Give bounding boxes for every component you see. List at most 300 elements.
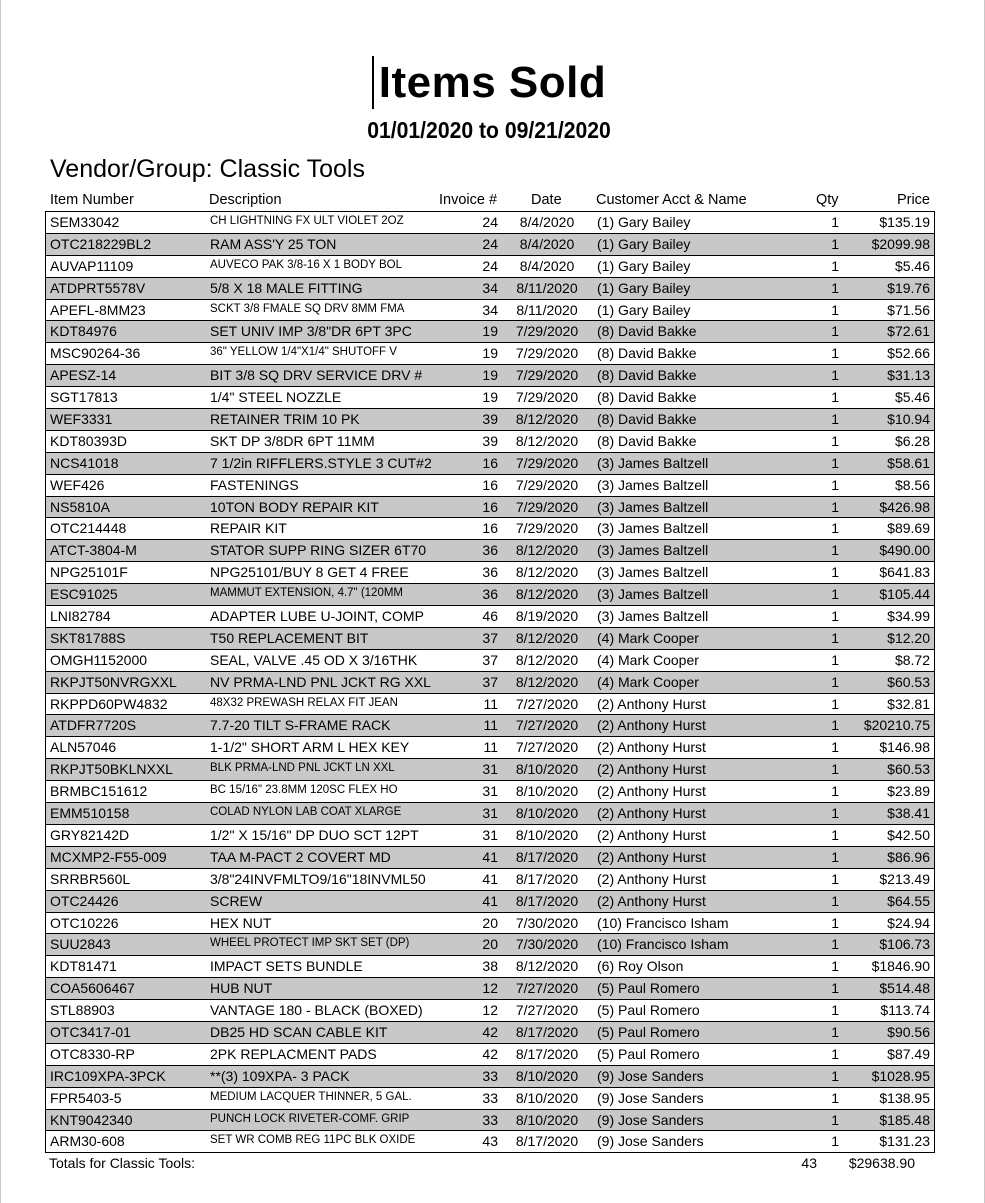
cell-description: 1-1/2" SHORT ARM L HEX KEY: [210, 739, 410, 756]
cell-invoice: 36: [482, 586, 498, 603]
table-row: [46, 847, 934, 869]
cell-description: 3/8"24INVFMLTO9/16"18INVML50: [210, 870, 426, 887]
cell-qty: 1: [831, 323, 839, 340]
cell-date: 8/10/2020: [515, 1111, 579, 1128]
cell-date: 8/12/2020: [515, 651, 579, 668]
cell-date: 8/12/2020: [515, 432, 579, 449]
cell-invoice: 36: [482, 542, 498, 559]
cell-qty: 1: [831, 345, 839, 362]
cell-price: $87.49: [887, 1045, 930, 1062]
header-date: Date: [531, 192, 562, 208]
cell-description: NPG25101/BUY 8 GET 4 FREE: [210, 564, 409, 581]
cell-description: CH LIGHTNING FX ULT VIOLET 2OZ: [210, 215, 404, 227]
cell-invoice: 11: [483, 739, 498, 756]
cell-customer: (2) Anthony Hurst: [597, 805, 706, 822]
table-row: [46, 715, 934, 737]
table-row: [46, 628, 934, 650]
cell-invoice: 41: [482, 892, 498, 909]
cell-item-number: ATCT-3804-M: [50, 542, 137, 559]
cell-price: $10.94: [887, 411, 930, 428]
cell-item-number: AUVAP11109: [50, 257, 134, 274]
cell-qty: 1: [831, 936, 839, 953]
cell-customer: (2) Anthony Hurst: [597, 761, 706, 778]
cell-item-number: FPR5403-5: [50, 1089, 122, 1106]
header-description: Description: [209, 192, 282, 208]
cell-invoice: 33: [482, 1111, 498, 1128]
cell-qty: 1: [831, 367, 839, 384]
cell-price: $514.48: [879, 980, 930, 997]
cell-item-number: OTC10226: [50, 914, 119, 931]
cell-qty: 1: [831, 1111, 839, 1128]
cell-date: 8/4/2020: [519, 235, 575, 252]
cell-item-number: ATDPRT5578V: [50, 279, 146, 296]
cell-invoice: 42: [482, 1023, 498, 1040]
table-row: [46, 956, 934, 978]
cell-price: $58.61: [887, 454, 930, 471]
cell-description: T50 REPLACEMENT BIT: [210, 629, 369, 646]
cell-invoice: 33: [482, 1067, 498, 1084]
cell-description: SEAL, VALVE .45 OD X 3/16THK: [210, 651, 418, 668]
cell-customer: (3) James Baltzell: [597, 564, 709, 581]
cell-qty: 1: [831, 476, 839, 493]
cell-price: $72.61: [887, 323, 930, 340]
cell-price: $60.53: [887, 673, 930, 690]
cell-date: 8/17/2020: [515, 848, 579, 865]
cell-qty: 1: [831, 1002, 839, 1019]
cell-invoice: 37: [482, 629, 498, 646]
cell-invoice: 19: [482, 345, 498, 362]
page-edge-left: [0, 0, 1, 1203]
cell-date: 8/4/2020: [519, 214, 575, 230]
cell-description: NV PRMA-LND PNL JCKT RG XXL: [210, 673, 431, 690]
cell-price: $426.98: [879, 498, 930, 515]
cell-customer: (4) Mark Cooper: [597, 629, 699, 646]
cell-qty: 1: [831, 1133, 839, 1150]
cell-price: $31.13: [887, 367, 930, 384]
cell-invoice: 24: [482, 214, 498, 230]
cell-invoice: 12: [482, 980, 498, 997]
cell-date: 7/29/2020: [515, 367, 579, 384]
cell-invoice: 37: [482, 651, 498, 668]
cell-description: HUB NUT: [210, 980, 273, 997]
cell-description: **(3) 109XPA- 3 PACK: [210, 1067, 350, 1084]
cell-customer: (9) Jose Sanders: [597, 1133, 704, 1150]
table-row: [46, 1131, 934, 1153]
cell-price: $113.74: [880, 1002, 930, 1019]
table-row: [46, 343, 934, 365]
cell-qty: 1: [831, 389, 839, 406]
totals-price: $29638.90: [848, 1155, 915, 1171]
cell-qty: 1: [831, 301, 839, 318]
cell-description: SET UNIV IMP 3/8"DR 6PT 3PC: [210, 323, 412, 340]
cell-price: $1028.95: [871, 1067, 930, 1084]
cell-customer: (9) Jose Sanders: [597, 1067, 704, 1084]
header-price: Price: [896, 192, 930, 208]
cell-customer: (5) Paul Romero: [597, 980, 700, 997]
cell-price: $23.89: [887, 783, 930, 800]
cell-price: $106.73: [879, 936, 930, 953]
cell-qty: 1: [831, 739, 839, 756]
cell-date: 8/10/2020: [515, 805, 579, 822]
cell-customer: (3) James Baltzell: [597, 608, 709, 625]
table-row: [46, 497, 934, 519]
cell-qty: 1: [831, 1023, 839, 1040]
cell-item-number: SEM33042: [50, 214, 120, 230]
cell-date: 8/17/2020: [515, 1023, 579, 1040]
cell-item-number: NPG25101F: [50, 564, 128, 581]
cell-invoice: 11: [483, 717, 498, 734]
cell-invoice: 43: [482, 1133, 498, 1150]
cell-customer: (10) Francisco Isham: [597, 914, 729, 931]
table-row: [46, 584, 934, 606]
cell-date: 8/11/2020: [516, 279, 578, 296]
cell-description: TAA M-PACT 2 COVERT MD: [210, 848, 391, 865]
cell-customer: (8) David Bakke: [597, 323, 697, 340]
cell-invoice: 16: [482, 520, 498, 537]
cell-qty: 1: [831, 870, 839, 887]
cell-price: $105.44: [879, 586, 930, 603]
cell-item-number: RKPJT50NVRGXXL: [50, 673, 177, 690]
cell-price: $5.46: [894, 257, 930, 274]
cell-qty: 1: [831, 848, 839, 865]
cell-price: $32.81: [887, 695, 930, 712]
cell-price: $12.20: [887, 629, 930, 646]
cell-customer: (5) Paul Romero: [597, 1002, 700, 1019]
cell-description: HEX NUT: [210, 914, 272, 931]
cell-date: 8/19/2020: [515, 608, 579, 625]
cell-item-number: COA5606467: [50, 980, 135, 997]
cell-qty: 1: [831, 454, 839, 471]
table-row: [46, 256, 934, 278]
cell-price: $86.96: [887, 848, 930, 865]
cell-date: 7/29/2020: [515, 520, 579, 537]
cell-customer: (8) David Bakke: [597, 389, 697, 406]
cell-date: 7/29/2020: [515, 498, 579, 515]
table-row: [46, 694, 934, 716]
cell-qty: 1: [831, 1089, 839, 1106]
cell-item-number: KNT9042340: [50, 1111, 133, 1128]
cell-customer: (8) David Bakke: [597, 367, 697, 384]
cell-description: SKT DP 3/8DR 6PT 11MM: [210, 432, 375, 449]
cell-item-number: APESZ-14: [50, 367, 117, 384]
cell-date: 8/10/2020: [515, 826, 579, 843]
cell-invoice: 34: [482, 301, 498, 318]
table-row: [46, 1022, 934, 1044]
cell-description: IMPACT SETS BUNDLE: [210, 958, 363, 975]
cell-qty: 1: [831, 586, 839, 603]
cell-description: FASTENINGS: [210, 476, 299, 493]
cell-item-number: RKPPD60PW4832: [50, 695, 168, 712]
cell-description: 1/4" STEEL NOZZLE: [210, 389, 342, 406]
table-row: [46, 1066, 934, 1088]
cell-item-number: OTC24426: [50, 892, 119, 909]
cell-item-number: BRMBC151612: [50, 783, 148, 800]
cell-date: 8/10/2020: [515, 783, 579, 800]
items-table: [45, 211, 935, 1153]
cell-item-number: SUU2843: [50, 936, 111, 953]
cell-date: 7/27/2020: [515, 1002, 579, 1019]
cell-customer: (3) James Baltzell: [597, 498, 709, 515]
cell-item-number: OMGH1152000: [50, 651, 148, 668]
cell-date: 7/29/2020: [515, 476, 579, 493]
cell-customer: (8) David Bakke: [597, 432, 697, 449]
cell-customer: (2) Anthony Hurst: [597, 870, 706, 887]
header-customer: Customer Acct & Name: [596, 192, 747, 208]
cell-price: $20210.75: [863, 717, 930, 734]
cell-price: $19.76: [887, 279, 930, 296]
table-row: [46, 234, 934, 256]
header-item-number: Item Number: [50, 192, 134, 208]
cell-price: $5.46: [894, 389, 930, 406]
cell-description: COLAD NYLON LAB COAT XLARGE: [210, 806, 402, 819]
cell-price: $8.56: [894, 476, 930, 493]
cell-item-number: KDT84976: [50, 323, 117, 340]
cell-description: BLK PRMA-LND PNL JCKT LN XXL: [210, 762, 395, 775]
cell-date: 8/10/2020: [515, 761, 579, 778]
table-row: [46, 212, 934, 234]
cell-customer: (9) Jose Sanders: [597, 1089, 704, 1106]
cell-date: 7/27/2020: [515, 717, 579, 734]
cell-qty: 1: [831, 1045, 839, 1062]
table-row: [46, 321, 934, 343]
cell-date: 7/27/2020: [515, 739, 579, 756]
cell-price: $213.49: [879, 870, 930, 887]
cell-customer: (3) James Baltzell: [597, 476, 709, 493]
cell-qty: 1: [831, 695, 839, 712]
cell-description: STATOR SUPP RING SIZER 6T70: [210, 542, 427, 559]
cell-item-number: KDT80393D: [50, 432, 128, 449]
cell-qty: 1: [831, 914, 839, 931]
cell-qty: 1: [831, 673, 839, 690]
cell-customer: (10) Francisco Isham: [597, 936, 729, 953]
cell-item-number: ESC91025: [50, 586, 118, 603]
cell-customer: (5) Paul Romero: [597, 1045, 700, 1062]
cell-date: 8/12/2020: [515, 673, 579, 690]
cell-item-number: GRY82142D: [50, 826, 130, 843]
cell-invoice: 20: [482, 936, 498, 953]
cell-invoice: 42: [482, 1045, 498, 1062]
table-row: [46, 1088, 934, 1110]
cell-customer: (3) James Baltzell: [597, 586, 709, 603]
cell-description: REPAIR KIT: [210, 520, 287, 537]
table-row: [46, 650, 934, 672]
cell-date: 8/12/2020: [515, 629, 579, 646]
cell-item-number: IRC109XPA-3PCK: [50, 1067, 166, 1084]
cell-date: 8/17/2020: [515, 1045, 579, 1062]
table-row: [46, 891, 934, 913]
cell-price: $146.98: [879, 739, 930, 756]
cell-qty: 1: [831, 629, 839, 646]
cell-customer: (4) Mark Cooper: [597, 651, 699, 668]
cell-item-number: SKT81788S: [50, 629, 126, 646]
cell-invoice: 38: [482, 958, 498, 975]
report-title: Items Sold: [378, 58, 607, 107]
table-row: [46, 365, 934, 387]
cell-date: 7/27/2020: [515, 980, 579, 997]
header-qty: Qty: [816, 192, 839, 208]
cell-date: 8/17/2020: [515, 870, 579, 887]
cell-customer: (8) David Bakke: [597, 345, 697, 362]
cell-item-number: NS5810A: [50, 498, 110, 515]
cell-invoice: 31: [482, 826, 498, 843]
cell-invoice: 24: [482, 235, 498, 252]
cell-price: $42.50: [887, 826, 930, 843]
cell-description: RAM ASS'Y 25 TON: [210, 235, 337, 252]
cell-description: 1/2" X 15/16" DP DUO SCT 12PT: [210, 826, 419, 843]
cell-date: 8/12/2020: [515, 411, 579, 428]
table-row: [46, 562, 934, 584]
cell-customer: (8) David Bakke: [597, 411, 697, 428]
table-row: [46, 869, 934, 891]
cell-price: $2099.98: [871, 235, 930, 252]
cell-item-number: MCXMP2-F55-009: [50, 848, 167, 865]
cell-price: $89.69: [887, 520, 930, 537]
cell-invoice: 19: [482, 389, 498, 406]
cell-date: 7/30/2020: [515, 936, 579, 953]
cell-date: 8/12/2020: [515, 958, 579, 975]
cell-date: 8/11/2020: [516, 301, 578, 318]
cell-invoice: 19: [482, 323, 498, 340]
cell-qty: 1: [831, 235, 839, 252]
table-row: [46, 672, 934, 694]
cell-price: $138.95: [879, 1089, 930, 1106]
cell-description: 36" YELLOW 1/4"X1/4" SHUTOFF V: [210, 346, 397, 359]
cell-description: ADAPTER LUBE U-JOINT, COMP: [210, 608, 424, 625]
table-row: [46, 825, 934, 847]
cell-customer: (2) Anthony Hurst: [597, 695, 706, 712]
cell-description: MEDIUM LACQUER THINNER, 5 GAL.: [210, 1090, 412, 1103]
cell-invoice: 46: [482, 608, 498, 625]
cell-invoice: 24: [482, 257, 498, 274]
cell-customer: (3) James Baltzell: [597, 454, 709, 471]
cell-invoice: 16: [482, 476, 498, 493]
cell-price: $6.28: [894, 432, 930, 449]
cell-price: $490.00: [879, 542, 930, 559]
cell-customer: (3) James Baltzell: [597, 542, 709, 559]
vendor-group-heading: Vendor/Group: Classic Tools: [50, 155, 365, 183]
cell-description: SCKT 3/8 FMALE SQ DRV 8MM FMA: [210, 302, 405, 315]
cell-date: 7/29/2020: [515, 454, 579, 471]
cell-date: 8/10/2020: [515, 1089, 579, 1106]
cell-qty: 1: [831, 1067, 839, 1084]
cell-customer: (1) Gary Bailey: [597, 235, 691, 252]
cell-customer: (2) Anthony Hurst: [597, 892, 706, 909]
cell-price: $641.83: [879, 564, 930, 581]
cell-description: 10TON BODY REPAIR KIT: [210, 498, 379, 515]
cell-qty: 1: [831, 761, 839, 778]
table-row: [46, 978, 934, 1000]
table-row: [46, 540, 934, 562]
cell-description: 48X32 PREWASH RELAX FIT JEAN: [210, 696, 398, 709]
cell-customer: (6) Roy Olson: [597, 958, 684, 975]
table-row: [46, 1000, 934, 1022]
table-row: [46, 387, 934, 409]
cell-price: $1846.90: [871, 958, 930, 975]
cell-customer: (2) Anthony Hurst: [597, 739, 706, 756]
cell-date: 8/4/2020: [519, 257, 575, 274]
cell-item-number: OTC214448: [50, 520, 127, 537]
header-invoice: Invoice #: [439, 192, 498, 208]
cell-price: $34.99: [887, 608, 930, 625]
cell-date: 8/12/2020: [515, 542, 579, 559]
cell-date: 8/10/2020: [515, 1067, 579, 1084]
cell-qty: 1: [831, 783, 839, 800]
cell-invoice: 39: [482, 411, 498, 428]
cell-customer: (1) Gary Bailey: [597, 301, 691, 318]
cell-invoice: 16: [482, 454, 498, 471]
cell-customer: (2) Anthony Hurst: [597, 783, 706, 800]
cell-invoice: 31: [482, 761, 498, 778]
cell-invoice: 16: [482, 498, 498, 515]
cell-qty: 1: [831, 411, 839, 428]
cell-item-number: LNI82784: [50, 608, 111, 625]
cell-price: $38.41: [887, 805, 930, 822]
cell-qty: 1: [831, 257, 839, 274]
cell-qty: 1: [831, 980, 839, 997]
cell-item-number: ARM30-608: [50, 1133, 125, 1150]
cell-invoice: 39: [482, 432, 498, 449]
cell-date: 8/17/2020: [515, 892, 579, 909]
cell-description: RETAINER TRIM 10 PK: [210, 411, 360, 428]
cell-invoice: 36: [482, 564, 498, 581]
cell-invoice: 31: [482, 805, 498, 822]
table-row: [46, 1110, 934, 1132]
cell-item-number: ATDFR7720S: [50, 717, 137, 734]
cell-item-number: WEF3331: [50, 411, 113, 428]
table-row: [46, 781, 934, 803]
table-row: [46, 934, 934, 956]
cell-qty: 1: [831, 564, 839, 581]
cell-description: 2PK REPLACMENT PADS: [210, 1045, 377, 1062]
cell-date: 7/27/2020: [515, 695, 579, 712]
table-row: [46, 737, 934, 759]
cell-customer: (4) Mark Cooper: [597, 673, 699, 690]
table-row: [46, 913, 934, 935]
cell-description: 7 1/2in RIFFLERS.STYLE 3 CUT#2: [210, 454, 432, 471]
cell-item-number: MSC90264-36: [50, 345, 141, 362]
cell-customer: (2) Anthony Hurst: [597, 826, 706, 843]
cell-date: 7/29/2020: [515, 389, 579, 406]
cell-invoice: 19: [482, 367, 498, 384]
cell-invoice: 33: [482, 1089, 498, 1106]
cell-description: 5/8 X 18 MALE FITTING: [210, 279, 363, 296]
cell-qty: 1: [831, 608, 839, 625]
cell-item-number: EMM510158: [50, 805, 130, 822]
table-row: [46, 453, 934, 475]
cell-customer: (1) Gary Bailey: [597, 214, 691, 230]
cell-invoice: 41: [482, 870, 498, 887]
cell-price: $90.56: [887, 1023, 930, 1040]
table-row: [46, 278, 934, 300]
cell-item-number: ALN57046: [50, 739, 117, 756]
date-range: 01/01/2020 to 09/21/2020: [367, 117, 611, 143]
cell-item-number: OTC218229BL2: [50, 235, 152, 252]
cell-price: $24.94: [887, 914, 930, 931]
table-row: [46, 518, 934, 540]
cell-price: $185.48: [879, 1111, 930, 1128]
cell-qty: 1: [831, 717, 839, 734]
cell-qty: 1: [831, 651, 839, 668]
cell-description: MAMMUT EXTENSION, 4.7" (120MM: [210, 587, 404, 600]
cell-customer: (1) Gary Bailey: [597, 257, 691, 274]
cell-description: SCREW: [210, 892, 263, 909]
totals-qty: 43: [801, 1155, 817, 1171]
cell-item-number: SRRBR560L: [50, 870, 131, 887]
cell-qty: 1: [831, 279, 839, 296]
cell-item-number: OTC3417-01: [50, 1023, 131, 1040]
table-row: [46, 300, 934, 322]
cell-qty: 1: [831, 520, 839, 537]
